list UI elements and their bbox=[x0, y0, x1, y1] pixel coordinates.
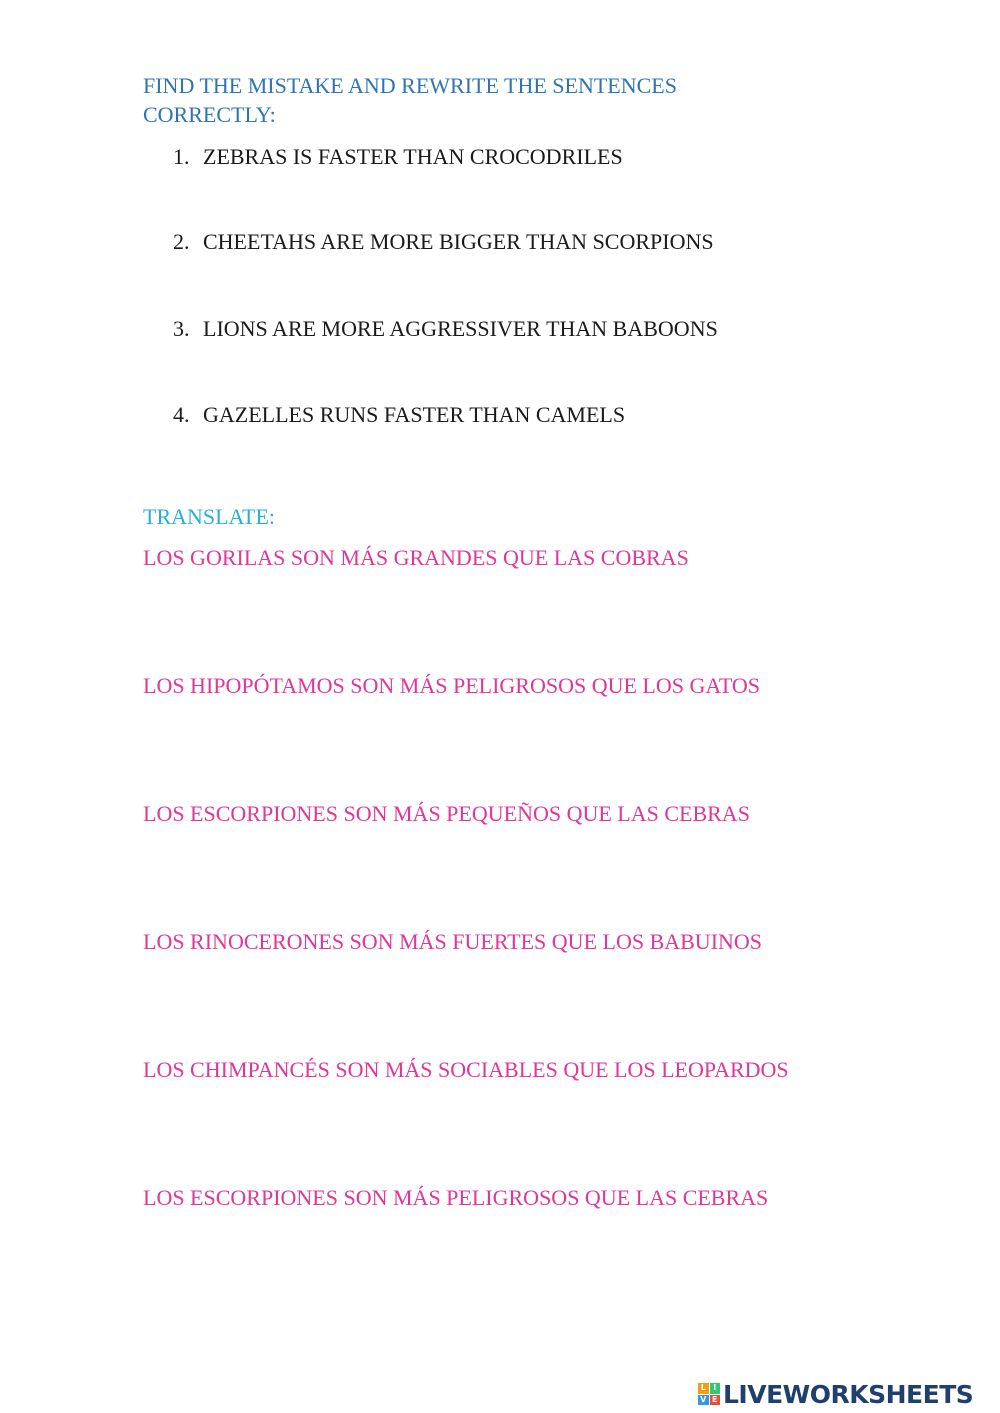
list-item bbox=[173, 228, 714, 256]
liveworksheets-logo-icon: L I V E bbox=[698, 1383, 720, 1405]
list-item bbox=[173, 401, 625, 429]
translate-sentence: LOS GORILAS SON MÁS GRANDES QUE LAS COBRAS bbox=[143, 545, 689, 570]
list-item-text: LIONS ARE MORE AGGRESSIVER THAN BABOONS bbox=[203, 316, 718, 341]
list-item-number: 1. bbox=[173, 144, 190, 169]
instruction-translate: TRANSLATE: bbox=[143, 504, 275, 529]
translate-sentence: LOS ESCORPIONES SON MÁS PELIGROSOS QUE LAS CEBRAS bbox=[143, 1185, 769, 1210]
list-item bbox=[173, 143, 623, 171]
list-item-number: 4. bbox=[173, 402, 190, 427]
logo-text: LIVEWORKSHEETS bbox=[723, 1379, 974, 1409]
list-item bbox=[173, 315, 718, 343]
instruction-find-mistake: FIND THE MISTAKE AND REWRITE THE SENTENCES CORRECTLY: bbox=[143, 73, 677, 127]
list-item-text: GAZELLES RUNS FASTER THAN CAMELS bbox=[203, 402, 626, 427]
list-item-number: 3. bbox=[173, 316, 190, 341]
list-item-text: ZEBRAS IS FASTER THAN CROCODRILES bbox=[203, 144, 623, 169]
list-item-text: CHEETAHS ARE MORE BIGGER THAN SCORPIONS bbox=[203, 229, 714, 254]
translate-sentence: LOS HIPOPÓTAMOS SON MÁS PELIGROSOS QUE LOS GATOS bbox=[143, 673, 760, 698]
translate-sentence: LOS CHIMPANCÉS SON MÁS SOCIABLES QUE LOS LEOPARDOS bbox=[143, 1057, 789, 1082]
translate-sentence: LOS ESCORPIONES SON MÁS PEQUEÑOS QUE LAS CEBRAS bbox=[143, 801, 750, 826]
liveworksheets-logo bbox=[698, 1378, 973, 1410]
translate-sentence: LOS RINOCERONES SON MÁS FUERTES QUE LOS BABUINOS bbox=[143, 929, 763, 954]
list-item-number: 2. bbox=[173, 229, 190, 254]
